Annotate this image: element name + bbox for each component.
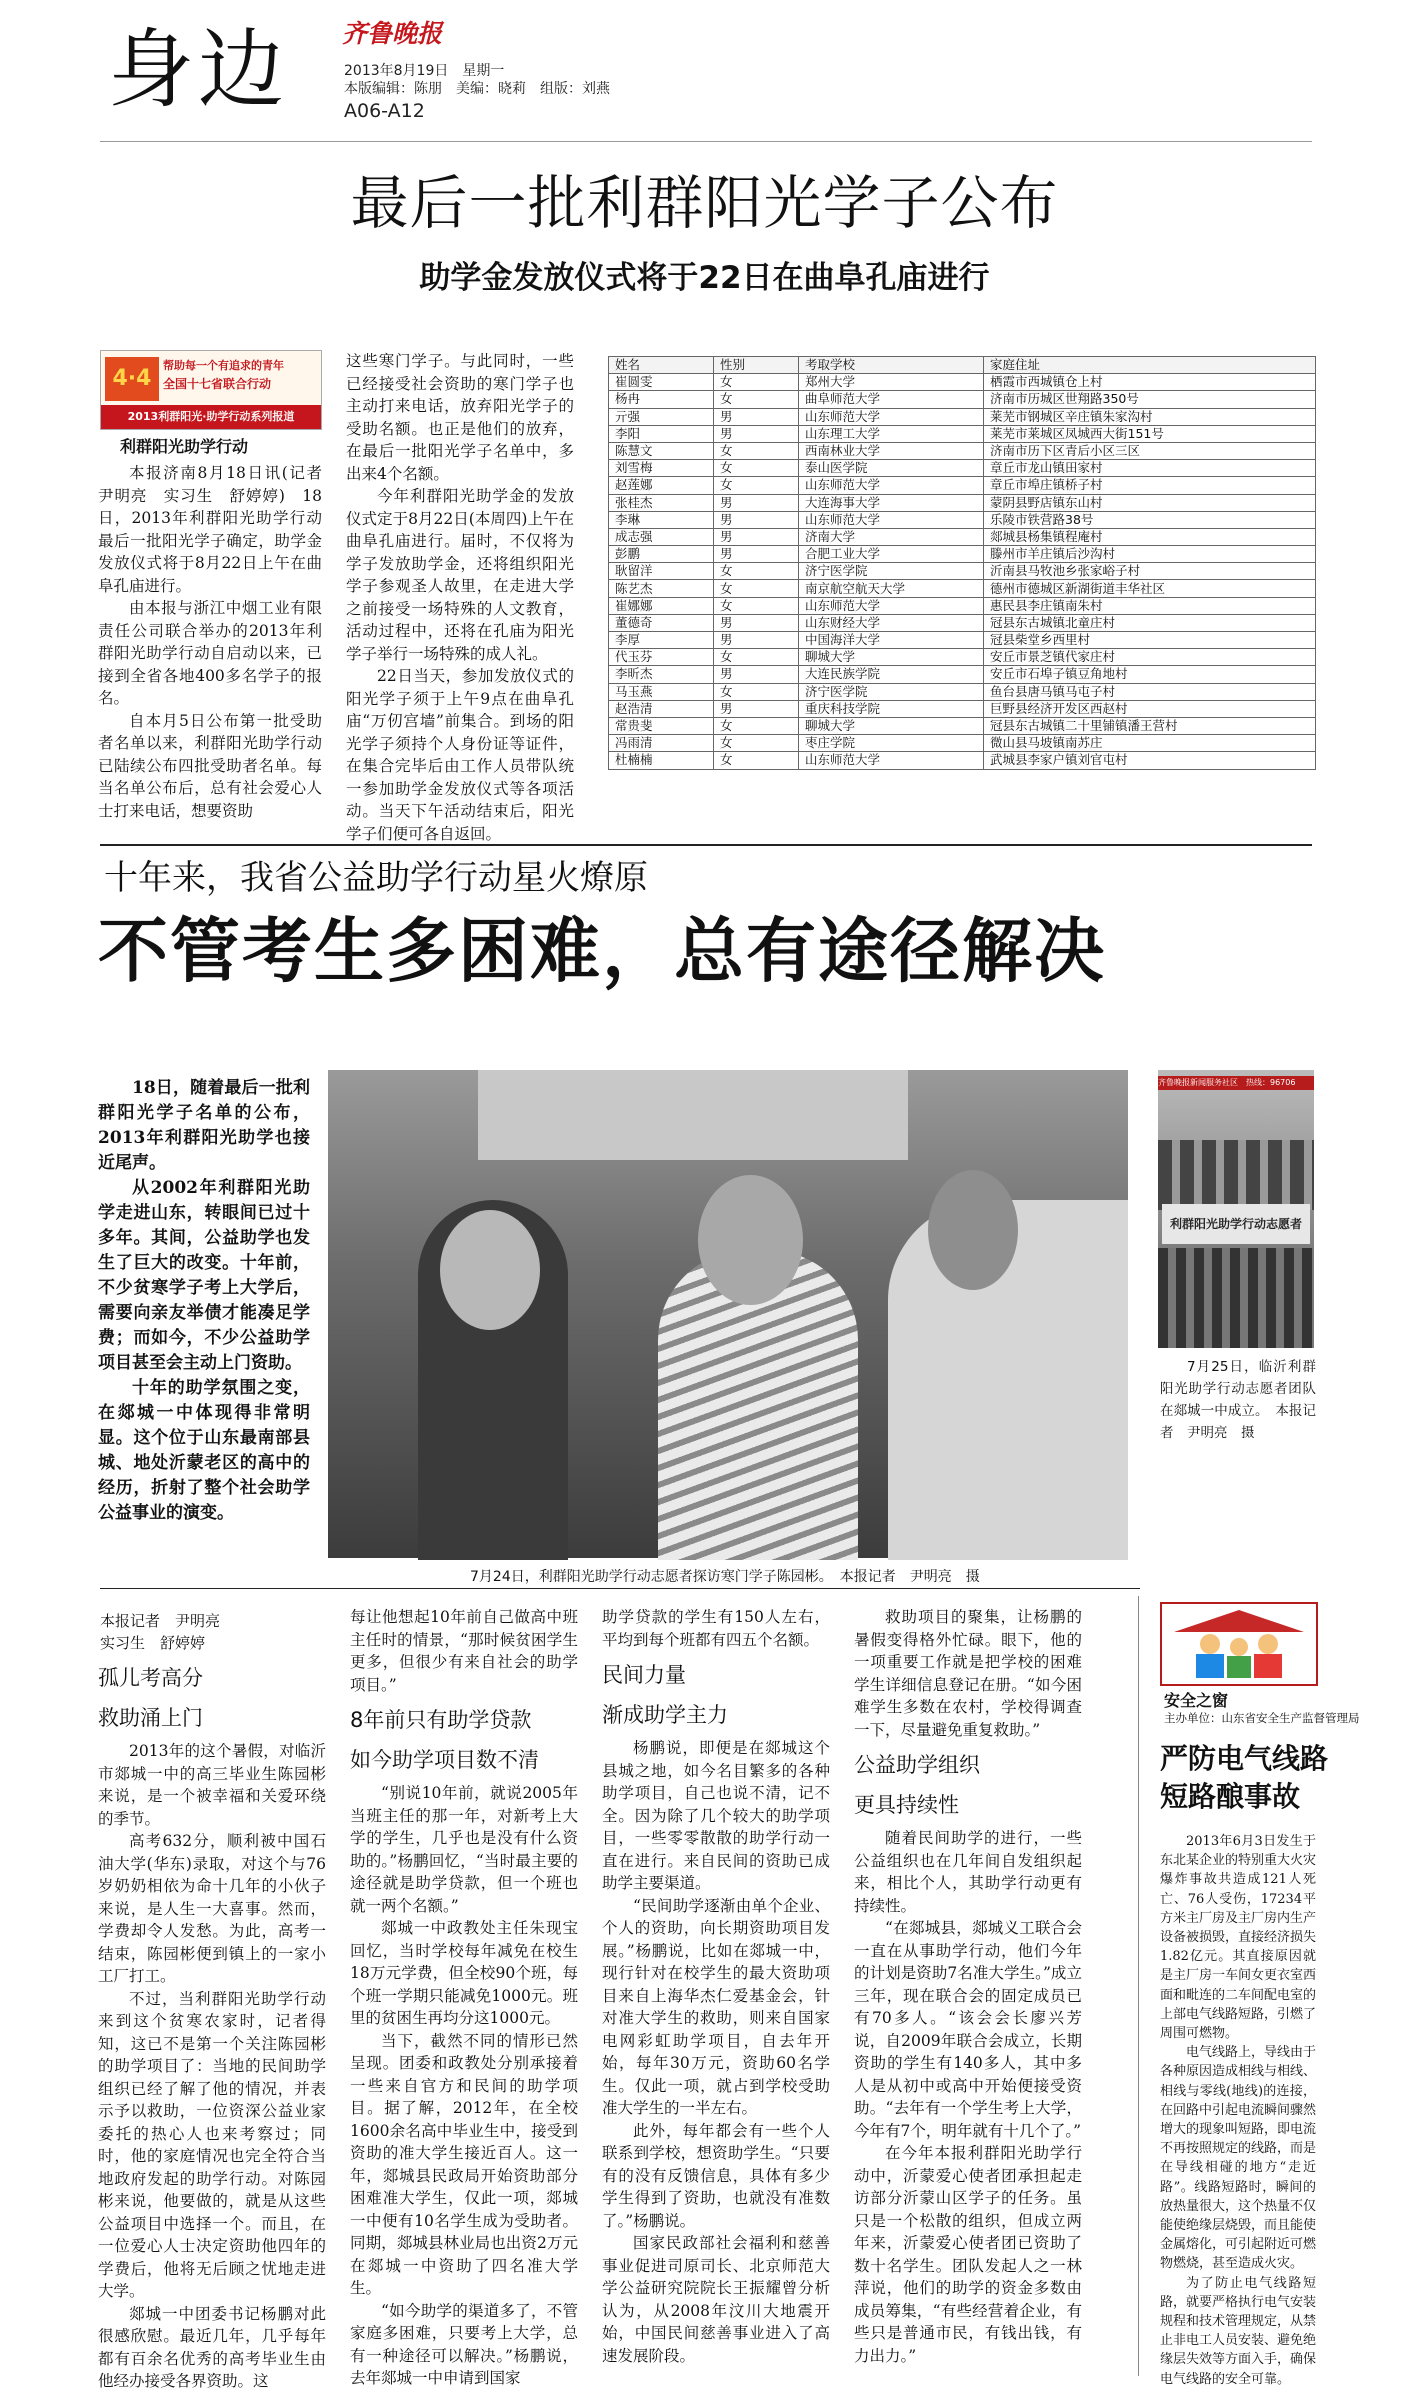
subheading: 公益助学组织 — [854, 1753, 980, 1777]
paragraph: 助学贷款的学生有150人左右，平均到每个班都有四五个名额。 — [602, 1608, 830, 1649]
figure-icon — [1196, 1654, 1224, 1678]
cell-address: 安丘市石埠子镇豆角地村 — [984, 666, 1316, 683]
figure-icon — [1200, 1634, 1220, 1654]
subheading: 如今助学项目数不清 — [350, 1748, 539, 1772]
paragraph: 2013年的这个暑假，对临沂市郯城一中的高三毕业生陈园彬来说，是一个被幸福和关爱环绕的季节。 — [98, 1742, 326, 1828]
table-row — [609, 735, 1316, 752]
cell-school: 山东财经大学 — [799, 614, 984, 631]
cell-name: 代玉芬 — [609, 649, 714, 666]
table-row — [609, 666, 1316, 683]
paragraph: 本报济南8月18日讯(记者 尹明亮 实习生 舒婷婷) 18日，2013年利群阳光助学行动最后一批阳光学子确定，助学金发放仪式将于8月22日上午在曲阜孔庙进行。 — [98, 464, 338, 595]
cell-name: 彭鹏 — [609, 546, 714, 563]
table-row — [609, 477, 1316, 494]
family-icon — [1192, 1634, 1286, 1678]
article1-column-1 — [98, 462, 338, 820]
cell-address: 鱼台县唐马镇马屯子村 — [984, 683, 1316, 700]
cell-school: 泰山医学院 — [799, 460, 984, 477]
subheading: 孤儿考高分 — [98, 1666, 203, 1690]
cell-gender: 女 — [714, 649, 799, 666]
paragraph: 2013年6月3日发生于东北某企业的特别重大火灾爆炸事故共造成121人死亡、76人受伤，17234平方米主厂房及主厂房内生产设备被损毁，直接经济损失1.82亿元。其直接原因就是主厂房一车间女更衣室西面和毗连的二车间配电室的上部电气线路短路，引燃了周围可燃物。 — [1160, 1834, 1317, 2042]
campaign-logo-line3: 2013利群阳光·助学行动系列报道 — [101, 405, 321, 429]
cell-school: 枣庄学院 — [799, 735, 984, 752]
cell-name: 李厚 — [609, 632, 714, 649]
cell-school: 大连海事大学 — [799, 494, 984, 511]
header-gender: 性别 — [714, 357, 799, 374]
cell-name: 亓强 — [609, 408, 714, 425]
header-name: 姓名 — [609, 357, 714, 374]
campaign-emblem-icon: 4·4 — [105, 357, 159, 401]
paragraph: 不过，当利群阳光助学行动来到这个贫寒农家时，记者得知，这已不是第一个关注陈园彬的助学项目了：当地的民间助学组织已经了解了他的情况，并表示予以救助，一位资深公益业家委托的热心人也来考察过；同时，他的家庭情况也完全符合当地政府发起的助学行动。对陈园彬来说，他要做的，就是从这些公益项目中选择一个。而且，在一位爱心人士决定资助他四年的学费后，他将无后顾之忧地走进大学。 — [98, 1989, 326, 2300]
table-row — [609, 717, 1316, 734]
table-row — [609, 614, 1316, 631]
paragraph: 这些寒门学子。与此同时，一些已经接受社会资助的寒门学子也主动打来电话，放弃阳光学子的受助名额。也正是他们的放弃，在最后一批阳光学子名单中，多出来4个名额。 — [346, 352, 574, 483]
safety-window-title: 安全之窗 — [1164, 1691, 1229, 1710]
cell-address: 冠县东古城镇北童庄村 — [984, 614, 1316, 631]
cell-address: 栖霞市西城镇仓上村 — [984, 374, 1316, 391]
figure-icon — [1258, 1634, 1278, 1654]
table-row — [609, 683, 1316, 700]
table-row — [609, 511, 1316, 528]
cell-address: 乐陵市铁营路38号 — [984, 511, 1316, 528]
cell-address: 微山县马坡镇南苏庄 — [984, 735, 1316, 752]
figure-icon — [1227, 1656, 1251, 1678]
paragraph: 每让他想起10年前自己做高中班主任时的情景，“那时候贫困学生更多，但很少有来自社会的助学项目。” — [350, 1608, 578, 1694]
cell-school: 山东师范大学 — [799, 408, 984, 425]
cell-school: 山东师范大学 — [799, 477, 984, 494]
table-row — [609, 442, 1316, 459]
cell-gender: 男 — [714, 666, 799, 683]
side-photo-people — [1158, 1248, 1314, 1348]
article2-column-b — [350, 1606, 578, 2387]
cell-school: 重庆科技学院 — [799, 700, 984, 717]
cell-gender: 男 — [714, 528, 799, 545]
cell-gender: 男 — [714, 494, 799, 511]
article1-column-2 — [346, 350, 574, 843]
cell-name: 李昕杰 — [609, 666, 714, 683]
paragraph: 郯城一中团委书记杨鹏对此很感欣慰。最近几年，几乎每年都有百余名优秀的高考毕业生由他经办接受各界资助。这 — [98, 2304, 326, 2390]
roster-table — [608, 356, 1316, 770]
roof-icon — [1174, 1610, 1304, 1632]
cell-name: 耿留洋 — [609, 563, 714, 580]
cell-address: 冠县东古城镇二十里铺镇潘王营村 — [984, 717, 1316, 734]
safety-window-logo — [1160, 1602, 1318, 1686]
paragraph: 为了防止电气线路短路，就要严格执行电气安装规程和技术管理规定，从禁止非电工人员安装、避免绝缘层失效等方面入手，确保电气线路的安全可靠。 — [1160, 2275, 1317, 2387]
campaign-logo-line1: 帮助每一个有追求的青年 — [163, 359, 284, 372]
paragraph: “别说10年前，就说2005年当班主任的那一年，对新考上大学的学生，几乎也是没有什么资助的。”杨鹏回忆，“当时最主要的途径就是助学贷款，但一个班也就一两个名额。” — [350, 1784, 578, 1915]
cell-gender: 女 — [714, 477, 799, 494]
subheading: 8年前只有助学贷款 — [350, 1708, 532, 1732]
paragraph: 随着民间助学的进行，一些公益组织也在几年间自发组织起来，相比个人，其助学行动更有持续性。 — [854, 1829, 1082, 1915]
cell-school: 山东理工大学 — [799, 425, 984, 442]
cell-address: 惠民县李庄镇南朱村 — [984, 597, 1316, 614]
safety-body — [1160, 1832, 1317, 2387]
editors-line: 本版编辑：陈朋 美编：晓莉 组版：刘燕 — [344, 81, 610, 97]
cell-gender: 男 — [714, 425, 799, 442]
table-row — [609, 632, 1316, 649]
table-row — [609, 546, 1316, 563]
table-row — [609, 494, 1316, 511]
safety-headline-2: 短路酿事故 — [1160, 1780, 1301, 1813]
cell-school: 曲阜师范大学 — [799, 391, 984, 408]
cell-gender: 男 — [714, 614, 799, 631]
cell-address: 章丘市埠庄镇桥子村 — [984, 477, 1316, 494]
cell-school: 山东师范大学 — [799, 597, 984, 614]
photo-face-volunteer — [928, 1170, 1018, 1290]
cell-gender: 女 — [714, 735, 799, 752]
page-range: A06-A12 — [344, 100, 425, 122]
paragraph: “如今助学的渠道多了，不管家庭多困难，只要考上大学，总有一种途径可以解决。”杨鹏说，去年郯城一中申请到国家 — [350, 2301, 578, 2387]
cell-name: 冯雨清 — [609, 735, 714, 752]
cell-gender: 女 — [714, 391, 799, 408]
paragraph: 自本月5日公布第一批受助者名单以来，利群阳光助学行动已陆续公布四批受助者名单。每当名单公布后，总有社会爱心人士打来电话，想要资助 — [98, 711, 322, 820]
table-row — [609, 391, 1316, 408]
table-row — [609, 580, 1316, 597]
header-school: 考取学校 — [799, 357, 984, 374]
campaign-logo — [100, 350, 322, 430]
cell-name: 刘雪梅 — [609, 460, 714, 477]
paragraph: 当下，截然不同的情形已然呈现。团委和政教处分别承接着一些来自官方和民间的助学项目。据了解，2012年，在全校1600余名高中毕业生中，接受到资助的准大学生接近百人。这一年，郯城县民政局开始资助部分困难准大学生，仅此一项，郯城一中便有10名学生成为受助者。同期，郯城县林业局也出资2万元在郯城一中资助了四名准大学生。 — [350, 2031, 578, 2297]
cell-gender: 男 — [714, 632, 799, 649]
cell-school: 大连民族学院 — [799, 666, 984, 683]
byline-reporter: 本报记者 尹明亮 — [100, 1612, 221, 1630]
cell-name: 陈慧文 — [609, 442, 714, 459]
article2-kicker: 十年来，我省公益助学行动星火燎原 — [104, 858, 648, 898]
cell-gender: 女 — [714, 717, 799, 734]
paragraph: 7月25日，临沂利群阳光助学行动志愿者团队在郯城一中成立。 本报记者 尹明亮 摄 — [1160, 1359, 1316, 1441]
cell-school: 济宁医学院 — [799, 683, 984, 700]
side-photo-banner: 利群阳光助学行动志愿者 — [1162, 1204, 1310, 1244]
table-row — [609, 649, 1316, 666]
article2-column-c — [602, 1606, 830, 2379]
cell-address: 冠县柴堂乡西里村 — [984, 632, 1316, 649]
campaign-logo-line2: 全国十七省联合行动 — [163, 377, 272, 391]
paragraph: 由本报与浙江中烟工业有限责任公司联合举办的2013年利群阳光助学行动自启动以来，已接到全省各地400多名学子的报名。 — [98, 599, 322, 707]
cell-address: 莱芜市钢城区辛庄镇朱家沟村 — [984, 408, 1316, 425]
subheading: 更具持续性 — [854, 1793, 959, 1817]
cell-gender: 女 — [714, 563, 799, 580]
table-row — [609, 460, 1316, 477]
cell-name: 李琳 — [609, 511, 714, 528]
cell-name: 崔圆雯 — [609, 374, 714, 391]
cell-name: 崔娜娜 — [609, 597, 714, 614]
cell-school: 聊城大学 — [799, 649, 984, 666]
safety-window-org: 主办单位：山东省安全生产监督管理局 — [1164, 1711, 1360, 1725]
paragraph: 在今年本报利群阳光助学行动中，沂蒙爱心使者团承担起走访部分沂蒙山区学子的任务。虽只是一个松散的组织，但成立两年来，沂蒙爱心使者团已资助了数十名学生。团队发起人之一林萍说，他们的助学的资金多数由成员筹集，“有些经营着企业，有些只是普通市民，有钱出钱，有力出力。” — [854, 2144, 1082, 2365]
masthead-rule — [100, 141, 1312, 142]
cell-name: 董德奇 — [609, 614, 714, 631]
cell-school: 山东师范大学 — [799, 511, 984, 528]
cell-school: 西南林业大学 — [799, 442, 984, 459]
subheading: 民间力量 — [602, 1663, 686, 1687]
table-row — [609, 528, 1316, 545]
cell-school: 济宁医学院 — [799, 563, 984, 580]
paragraph: 今年利群阳光助学金的发放仪式定于8月22日(本周四)上午在曲阜孔庙进行。届时，不仅将为学子发放助学金，还将组织阳光学子参观圣人故里，在走进大学之前接受一场特殊的人文教育，活动过程中，还将在孔庙为阳光学子举行一场特殊的成人礼。 — [346, 487, 574, 663]
side-photo-crowd — [1158, 1140, 1314, 1210]
cell-name: 赵浩清 — [609, 700, 714, 717]
article2-intro — [98, 1076, 310, 1556]
figure-icon — [1254, 1654, 1282, 1678]
side-photo — [1158, 1070, 1314, 1348]
cell-school: 合肥工业大学 — [799, 546, 984, 563]
figure-icon — [1230, 1638, 1248, 1656]
paragraph: 此外，每年都会有一些个人联系到学校，想资助学生。“只要有的没有反馈信息，具体有多少学生得到了资助，也就没有准数了。”杨鹏说。 — [602, 2121, 830, 2230]
cell-gender: 女 — [714, 374, 799, 391]
roster-header-row — [609, 357, 1316, 374]
cell-name: 赵莲娜 — [609, 477, 714, 494]
cell-gender: 男 — [714, 700, 799, 717]
subheading: 救助涌上门 — [98, 1706, 203, 1730]
campaign-caption: 利群阳光助学行动 — [120, 437, 249, 456]
paragraph: 从2002年利群阳光助学走进山东，转眼间已过十多年。其间，公益助学也发生了巨大的改变。十年前，不少贫寒学子考上大学后，需要向亲友举债才能凑足学费；而如今，不少公益助学项目甚至会主动上门资助。 — [98, 1178, 310, 1373]
cell-gender: 男 — [714, 408, 799, 425]
cell-address: 滕州市羊庄镇后沙沟村 — [984, 546, 1316, 563]
table-row — [609, 597, 1316, 614]
cell-address: 郯城县杨集镇程庵村 — [984, 528, 1316, 545]
paragraph: 救助项目的聚集，让杨鹏的暑假变得格外忙碌。眼下，他的一项重要工作就是把学校的困难学生详细信息登记在册。“如今困难学生多数在农村，学校得调查一下，尽量避免重复救助。” — [854, 1608, 1082, 1739]
paragraph: 电气线路上，导线由于各种原因造成相线与相线、相线与零线(地线)的连接，在回路中引起电流瞬间骤然增大的现象叫短路，即电流不再按照规定的线路，而是在导线相碰的地方“走近路”。线路短路时，瞬间的放热量很大，这个热量不仅能使绝缘层烧毁，而且能使金属熔化，可引起附近可燃物燃烧，甚至造成火灾。 — [1160, 2045, 1317, 2272]
cell-address: 沂南县马牧池乡张家峪子村 — [984, 563, 1316, 580]
article1-subtitle: 助学金发放仪式将于22日在曲阜孔庙进行 — [419, 260, 990, 296]
paragraph: 杨鹏说，即便是在郯城这个县城之地，如今名目繁多的各种助学项目，自己也说不清，记不全。因为除了几个较大的助学项目，一些零零散散的助学行动一直在进行。来自民间的资助已成助学主要渠道。 — [602, 1739, 830, 1892]
cell-name: 张桂杰 — [609, 494, 714, 511]
cell-school: 聊城大学 — [799, 717, 984, 734]
paper-logo: 齐鲁晚报 — [342, 19, 443, 48]
article1-title: 最后一批利群阳光学子公布 — [350, 169, 1059, 237]
table-row — [609, 563, 1316, 580]
byline-intern: 实习生 舒婷婷 — [100, 1634, 206, 1652]
cell-address: 武城县李家户镇刘官屯村 — [984, 752, 1316, 769]
paragraph: “民间助学逐渐由单个企业、个人的资助，向长期资助项目发展。”杨鹏说，比如在郯城一中，现行针对在校学生的最大资助项目来自上海华杰仁爱基金会，针对准大学生的救助，则来自国家电网彩虹助学项目，自去年开始，每年30万元，资助60名学生。仅此一项，就占到学校受助准大学生的一半左右。 — [602, 1896, 830, 2117]
table-row — [609, 425, 1316, 442]
cell-address: 莱芜市莱城区凤城西大街151号 — [984, 425, 1316, 442]
cell-name: 成志强 — [609, 528, 714, 545]
photo-window — [478, 1070, 908, 1160]
cell-gender: 女 — [714, 442, 799, 459]
cell-gender: 女 — [714, 683, 799, 700]
safety-headline-1: 严防电气线路 — [1160, 1742, 1329, 1775]
paragraph: 十年的助学氛围之变，在郯城一中体现得非常明显。这个位于山东最南部县城、地处沂蒙老区的高中的经历，折射了整个社会助学公益事业的演变。 — [98, 1378, 310, 1523]
paragraph: 18日，随着最后一批利群阳光学子名单的公布，2013年利群阳光助学也接近尾声。 — [98, 1078, 310, 1173]
paragraph: 国家民政部社会福利和慈善事业促进司原司长、北京师范大学公益研究院院长王振耀曾分析认为，从2008年汶川大地震开始，中国民间慈善事业进入了高速发展阶段。 — [602, 2234, 830, 2365]
cell-name: 杨冉 — [609, 391, 714, 408]
table-row — [609, 752, 1316, 769]
paragraph: 高考632分，顺利被中国石油大学(华东)录取，对这个与76岁奶奶相依为命十几年的小伙子来说，是人生一大喜事。然而，学费却令人发愁。为此，高考一结束，陈园彬便到镇上的一家小工厂打工。 — [98, 1832, 326, 1985]
table-row — [609, 700, 1316, 717]
main-photo-caption: 7月24日，利群阳光助学行动志愿者探访寒门学子陈园彬。 本报记者 尹明亮 摄 — [470, 1569, 980, 1585]
cell-school: 郑州大学 — [799, 374, 984, 391]
article2-headline: 不管考生多困难，总有途径解决 — [98, 910, 1106, 992]
cell-school: 南京航空航天大学 — [799, 580, 984, 597]
cell-gender: 女 — [714, 597, 799, 614]
photo-bottom-rule — [100, 1588, 1140, 1589]
cell-gender: 男 — [714, 546, 799, 563]
table-row — [609, 374, 1316, 391]
article2-column-a — [98, 1654, 326, 2390]
cell-address: 巨野县经济开发区西赵村 — [984, 700, 1316, 717]
cell-school: 中国海洋大学 — [799, 632, 984, 649]
cell-name: 常贵斐 — [609, 717, 714, 734]
cell-address: 章丘市龙山镇田家村 — [984, 460, 1316, 477]
section-rule — [100, 844, 1312, 846]
paragraph: 郯城一中政教处主任朱现宝回忆，当时学校每年减免在校生18万元学费，但全校90个班，每个班一学期只能减免1000元。班里的贫困生再均分这1000元。 — [350, 1919, 578, 2027]
cell-gender: 男 — [714, 511, 799, 528]
photo-face-woman — [440, 1210, 540, 1330]
cell-school: 山东师范大学 — [799, 752, 984, 769]
issue-date: 2013年8月19日 星期一 — [344, 63, 505, 79]
column-divider — [1138, 1596, 1139, 2376]
cell-address: 济南市历城区世翔路350号 — [984, 391, 1316, 408]
cell-school: 济南大学 — [799, 528, 984, 545]
header-address: 家庭住址 — [984, 357, 1316, 374]
paragraph: “在郯城县，郯城义工联合会一直在从事助学行动，他们今年的计划是资助7名准大学生。”成立三年，现在联合会的固定成员已有70多人。“该会会长廖兴芳说，自2009年联合会成立，长期资助的学生有140多人，其中多人是从初中或高中开始便接受资助。“去年有一个学生考上大学，今年有7个，明年就有十几个了。” — [854, 1919, 1082, 2140]
photo-face-man — [698, 1175, 803, 1305]
cell-name: 马玉燕 — [609, 683, 714, 700]
side-photo-banner-sub: 齐鲁晚报新闻服务社区 热线：96706 — [1158, 1076, 1314, 1090]
cell-name: 李阳 — [609, 425, 714, 442]
subheading: 渐成助学主力 — [602, 1703, 728, 1727]
cell-address: 蒙阴县野店镇东山村 — [984, 494, 1316, 511]
side-photo-caption — [1160, 1356, 1316, 1446]
cell-gender: 女 — [714, 580, 799, 597]
cell-gender: 女 — [714, 460, 799, 477]
paragraph: 22日当天，参加发放仪式的阳光学子须于上午9点在曲阜孔庙“万仞宫墙”前集合。到场的阳光学子须持个人身份证等证件，在集合完毕后由工作人员带队统一参加助学金发放仪式等各项活动。当天下午活动结束后，阳光学子们便可各自返回。 — [346, 667, 574, 843]
cell-name: 陈艺杰 — [609, 580, 714, 597]
cell-address: 德州市德城区新湖街道丰华社区 — [984, 580, 1316, 597]
cell-address: 安丘市景芝镇代家庄村 — [984, 649, 1316, 666]
cell-name: 杜楠楠 — [609, 752, 714, 769]
cell-address: 济南市历下区青后小区三区 — [984, 442, 1316, 459]
article2-column-d — [854, 1606, 1082, 2379]
main-photo — [328, 1070, 1128, 1558]
section-title: 身边 — [108, 20, 288, 120]
cell-gender: 女 — [714, 752, 799, 769]
table-row — [609, 408, 1316, 425]
